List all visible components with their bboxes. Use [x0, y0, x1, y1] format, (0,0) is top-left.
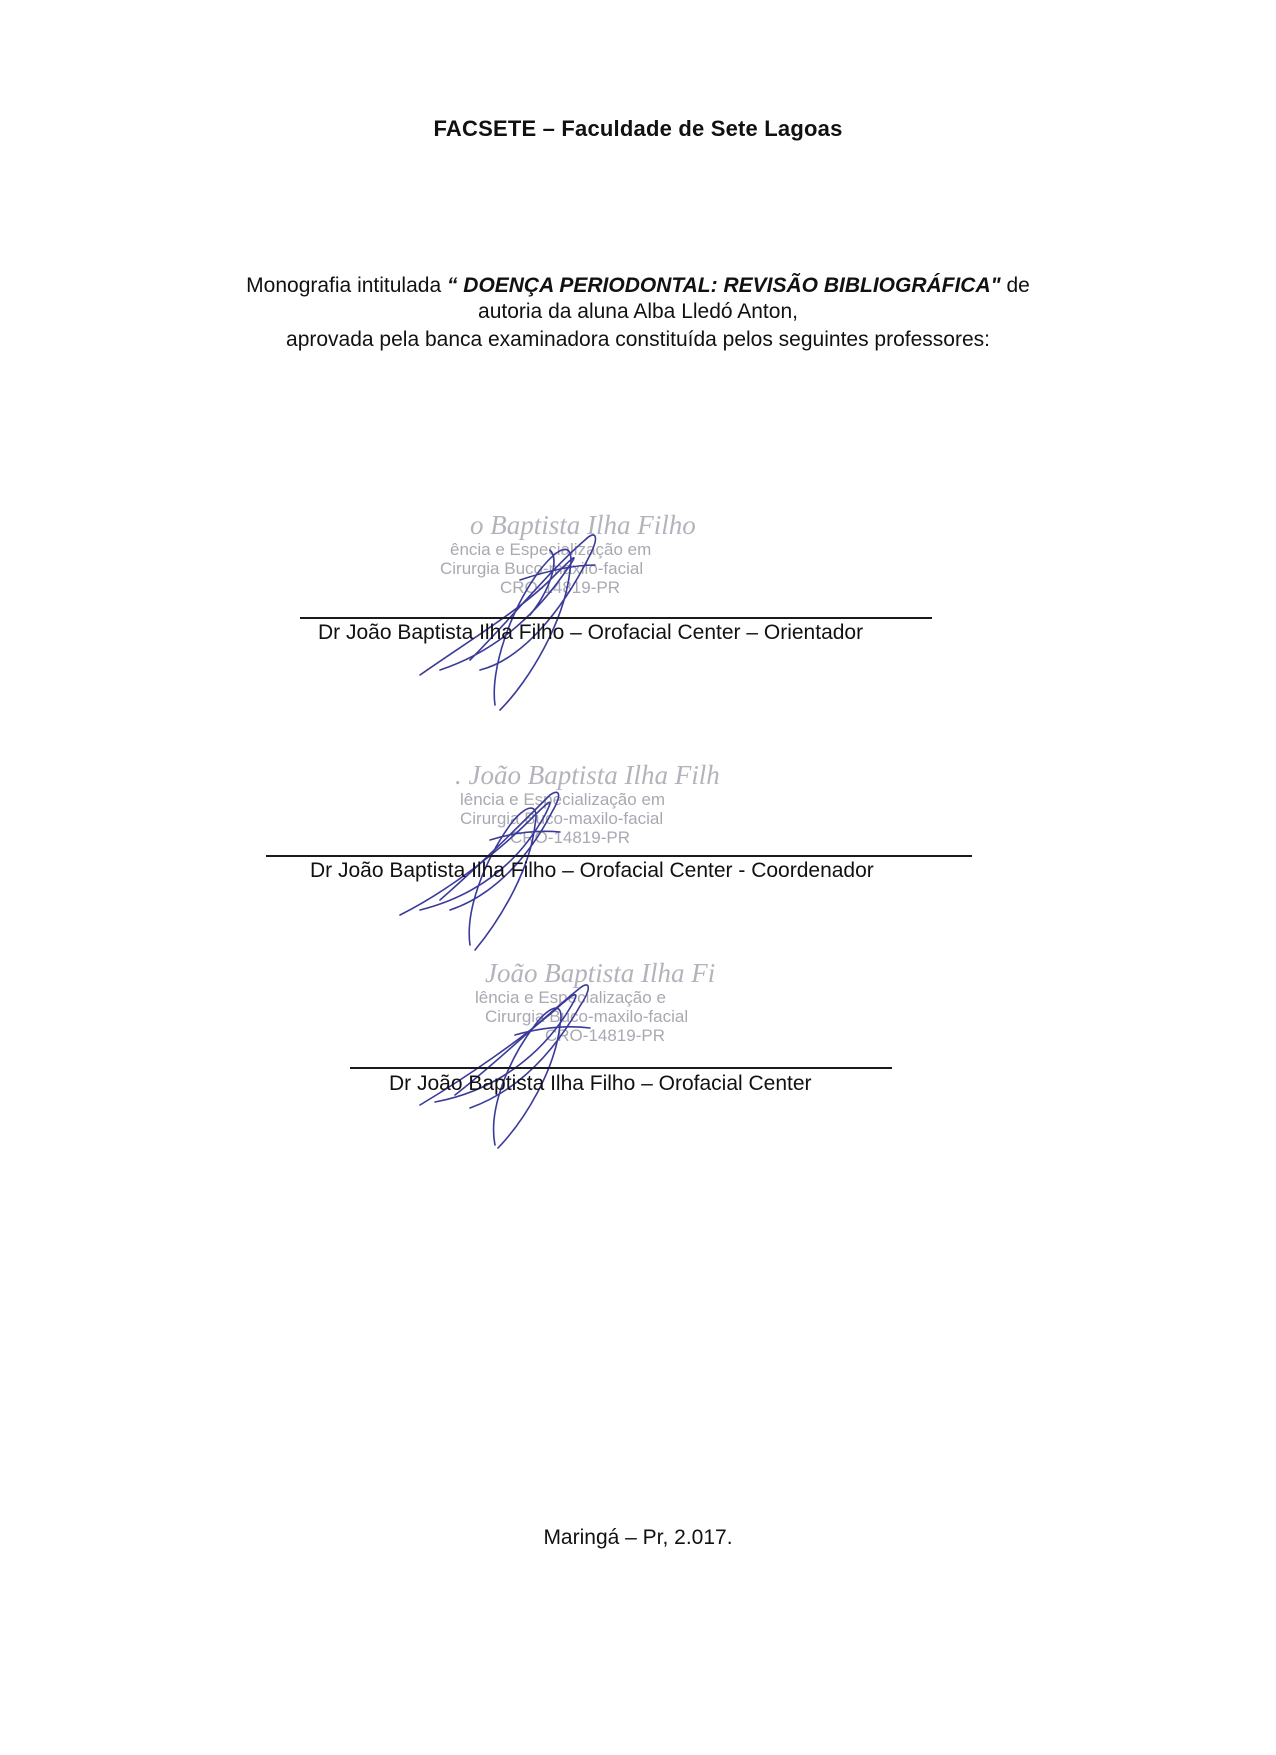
stamp-line: CRO-14819-PR: [500, 578, 620, 597]
intro-line-2: autoria da aluna Alba Lledó Anton,: [478, 300, 798, 323]
monograph-title: “ DOENÇA PERIODONTAL: REVISÃO BIBLIOGRÁFICA": [446, 274, 1001, 297]
stamp-name: . João Baptista Ilha Filh: [455, 760, 720, 790]
stamp-line: Cirurgia Buco-maxilo-facial: [440, 559, 644, 578]
stamp-line: lência e Especialização e: [475, 988, 666, 1007]
signatory-caption-1: Dr João Baptista Ilha Filho – Orofacial Center – Orientador: [318, 621, 864, 644]
intro-line-1: [0, 273, 1276, 299]
institution-heading: FACSETE – Faculdade de Sete Lagoas: [433, 116, 843, 141]
stamp-line: Cirurgia Buco-maxilo-facial: [485, 1007, 689, 1026]
intro-prefix: Monografia intitulada: [246, 274, 447, 297]
signatory-caption-3: Dr João Baptista Ilha Filho – Orofacial Center: [389, 1072, 812, 1095]
stamp-name: o Baptista Ilha Filho: [470, 510, 696, 540]
signature-line-1: [300, 617, 932, 619]
handwritten-signature-3: [410, 970, 640, 1160]
intro-suffix: de: [1000, 274, 1030, 297]
stamp-line: Cirurgia Buco-maxilo-facial: [460, 809, 664, 828]
intro-line-3: aprovada pela banca examinadora constituída pelos seguintes professores:: [286, 328, 990, 351]
stamp-line: lência e Especialização em: [460, 790, 666, 809]
stamp-line: CRO-14819-PR: [510, 828, 630, 847]
signature-line-3: [350, 1067, 892, 1069]
handwritten-signature-1: [400, 520, 660, 720]
city-date: Maringá – Pr, 2.017.: [543, 1526, 733, 1549]
signature-line-2: [266, 855, 972, 857]
stamp-line: CRO-14819-PR: [545, 1026, 665, 1045]
stamp-line: ência e Especialização em: [450, 540, 652, 559]
stamp-name: João Baptista Ilha Fi: [485, 958, 716, 988]
signatory-caption-2: Dr João Baptista Ilha Filho – Orofacial Center - Coordenador: [310, 859, 874, 882]
